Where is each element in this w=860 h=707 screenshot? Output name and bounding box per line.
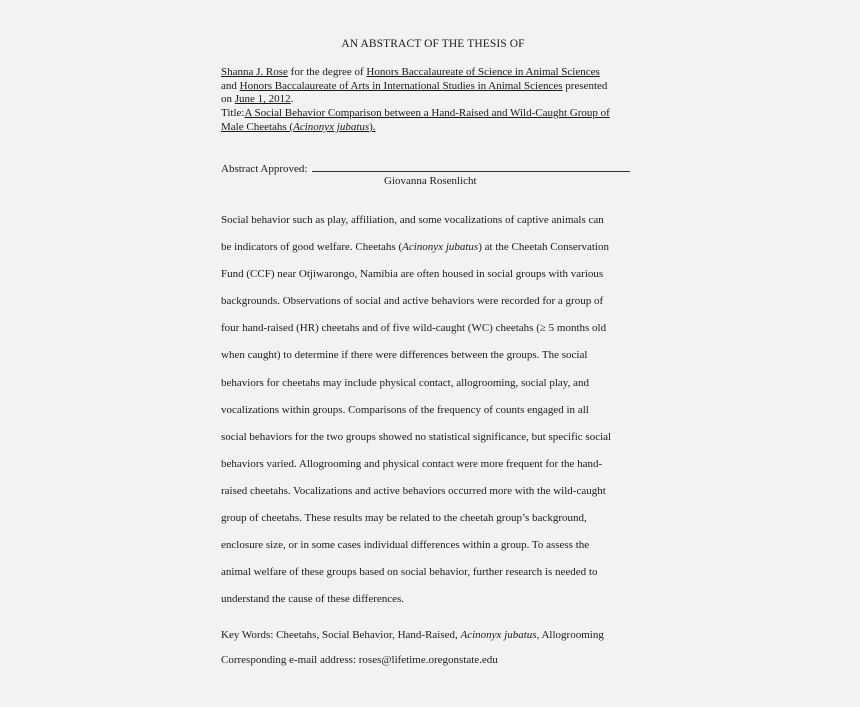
header-line-2 <box>221 80 651 94</box>
key-words <box>221 629 604 641</box>
keywords-text-end: , Allogrooming <box>536 629 604 641</box>
approved-label: Abstract Approved: <box>221 163 308 175</box>
body-line: Social behavior such as play, affiliation, and some vocalizations of captive animals can <box>221 214 604 226</box>
title-label: Title: <box>221 107 245 120</box>
presentation-date: June 1, 2012 <box>234 93 291 106</box>
body-line: group of cheetahs. These results may be related to the cheetah group’s background, <box>221 512 587 525</box>
body-line: behaviors for cheetahs may include physical contact, allogrooming, social play, and <box>221 376 589 389</box>
thesis-title-part2 <box>221 121 376 133</box>
body-line: vocalizations within groups. Comparisons of the frequency of counts engaged in all <box>221 403 589 416</box>
corresponding-email: Corresponding e-mail address: roses@lifetime.oregonstate.edu <box>221 654 498 666</box>
degree-science: Honors Baccalaureate of Science in Animal Sciences <box>366 66 600 78</box>
body-line: backgrounds. Observations of social and active behaviors were recorded for a group of <box>221 295 604 308</box>
degree-arts: Honors Baccalaureate of Arts in International Studies in Animal Sciences <box>239 79 563 92</box>
document-heading: AN ABSTRACT OF THE THESIS OF <box>341 38 525 50</box>
body-line: raised cheetahs. Vocalizations and active behaviors occurred more with the wild-caught <box>221 484 606 497</box>
abstract-body <box>221 213 646 619</box>
header-line-5 <box>221 121 651 135</box>
abstract-approved-row <box>221 161 630 175</box>
thesis-header-block <box>221 66 651 135</box>
on-text: on <box>221 93 235 106</box>
presented-text: presented <box>562 79 608 92</box>
body-line: behaviors varied. Allogrooming and physical contact were more frequent for the hand- <box>221 457 603 470</box>
body-line: four hand-raised (HR) cheetahs and of five wild-caught (WC) cheetahs (≥ 5 months old <box>221 322 607 335</box>
for-degree-text: for the degree of <box>287 66 367 78</box>
and-text: and <box>221 79 240 92</box>
author-name: Shanna J. Rose <box>221 66 288 78</box>
body-line: understand the cause of these differences. <box>221 593 405 606</box>
title-text: Male Cheetahs ( <box>221 120 294 133</box>
title-end: ). <box>369 120 376 133</box>
title-species: Acinonyx jubatus <box>293 120 370 133</box>
header-line-4 <box>221 107 651 121</box>
thesis-title-part1: A Social Behavior Comparison between a Hand-Raised and Wild-Caught Group of <box>244 107 610 120</box>
body-text: be indicators of good welfare. Cheetahs ( <box>221 241 403 254</box>
signature-line <box>312 161 630 172</box>
body-text: ) at the Cheetah Conservation <box>478 241 609 254</box>
species-name: Acinonyx jubatus <box>402 241 479 254</box>
date-period: . <box>290 93 294 106</box>
body-line: when caught) to determine if there were differences between the groups. The social <box>221 349 588 362</box>
header-line-3 <box>221 93 651 107</box>
body-line: enclosure size, or in some cases individual differences within a group. To assess the <box>221 539 590 552</box>
approver-name: Giovanna Rosenlicht <box>384 175 477 187</box>
keywords-text: Key Words: Cheetahs, Social Behavior, Hand-Raised, <box>221 629 461 641</box>
body-line: Fund (CCF) near Otjiwarongo, Namibia are often housed in social groups with various <box>221 268 604 281</box>
body-line: social behaviors for the two groups showed no statistical significance, but specific social <box>221 430 612 443</box>
keywords-species: Acinonyx jubatus <box>460 629 537 641</box>
body-line: animal welfare of these groups based on social behavior, further research is needed to <box>221 566 598 579</box>
header-line-1 <box>221 66 651 80</box>
body-line <box>221 240 646 267</box>
